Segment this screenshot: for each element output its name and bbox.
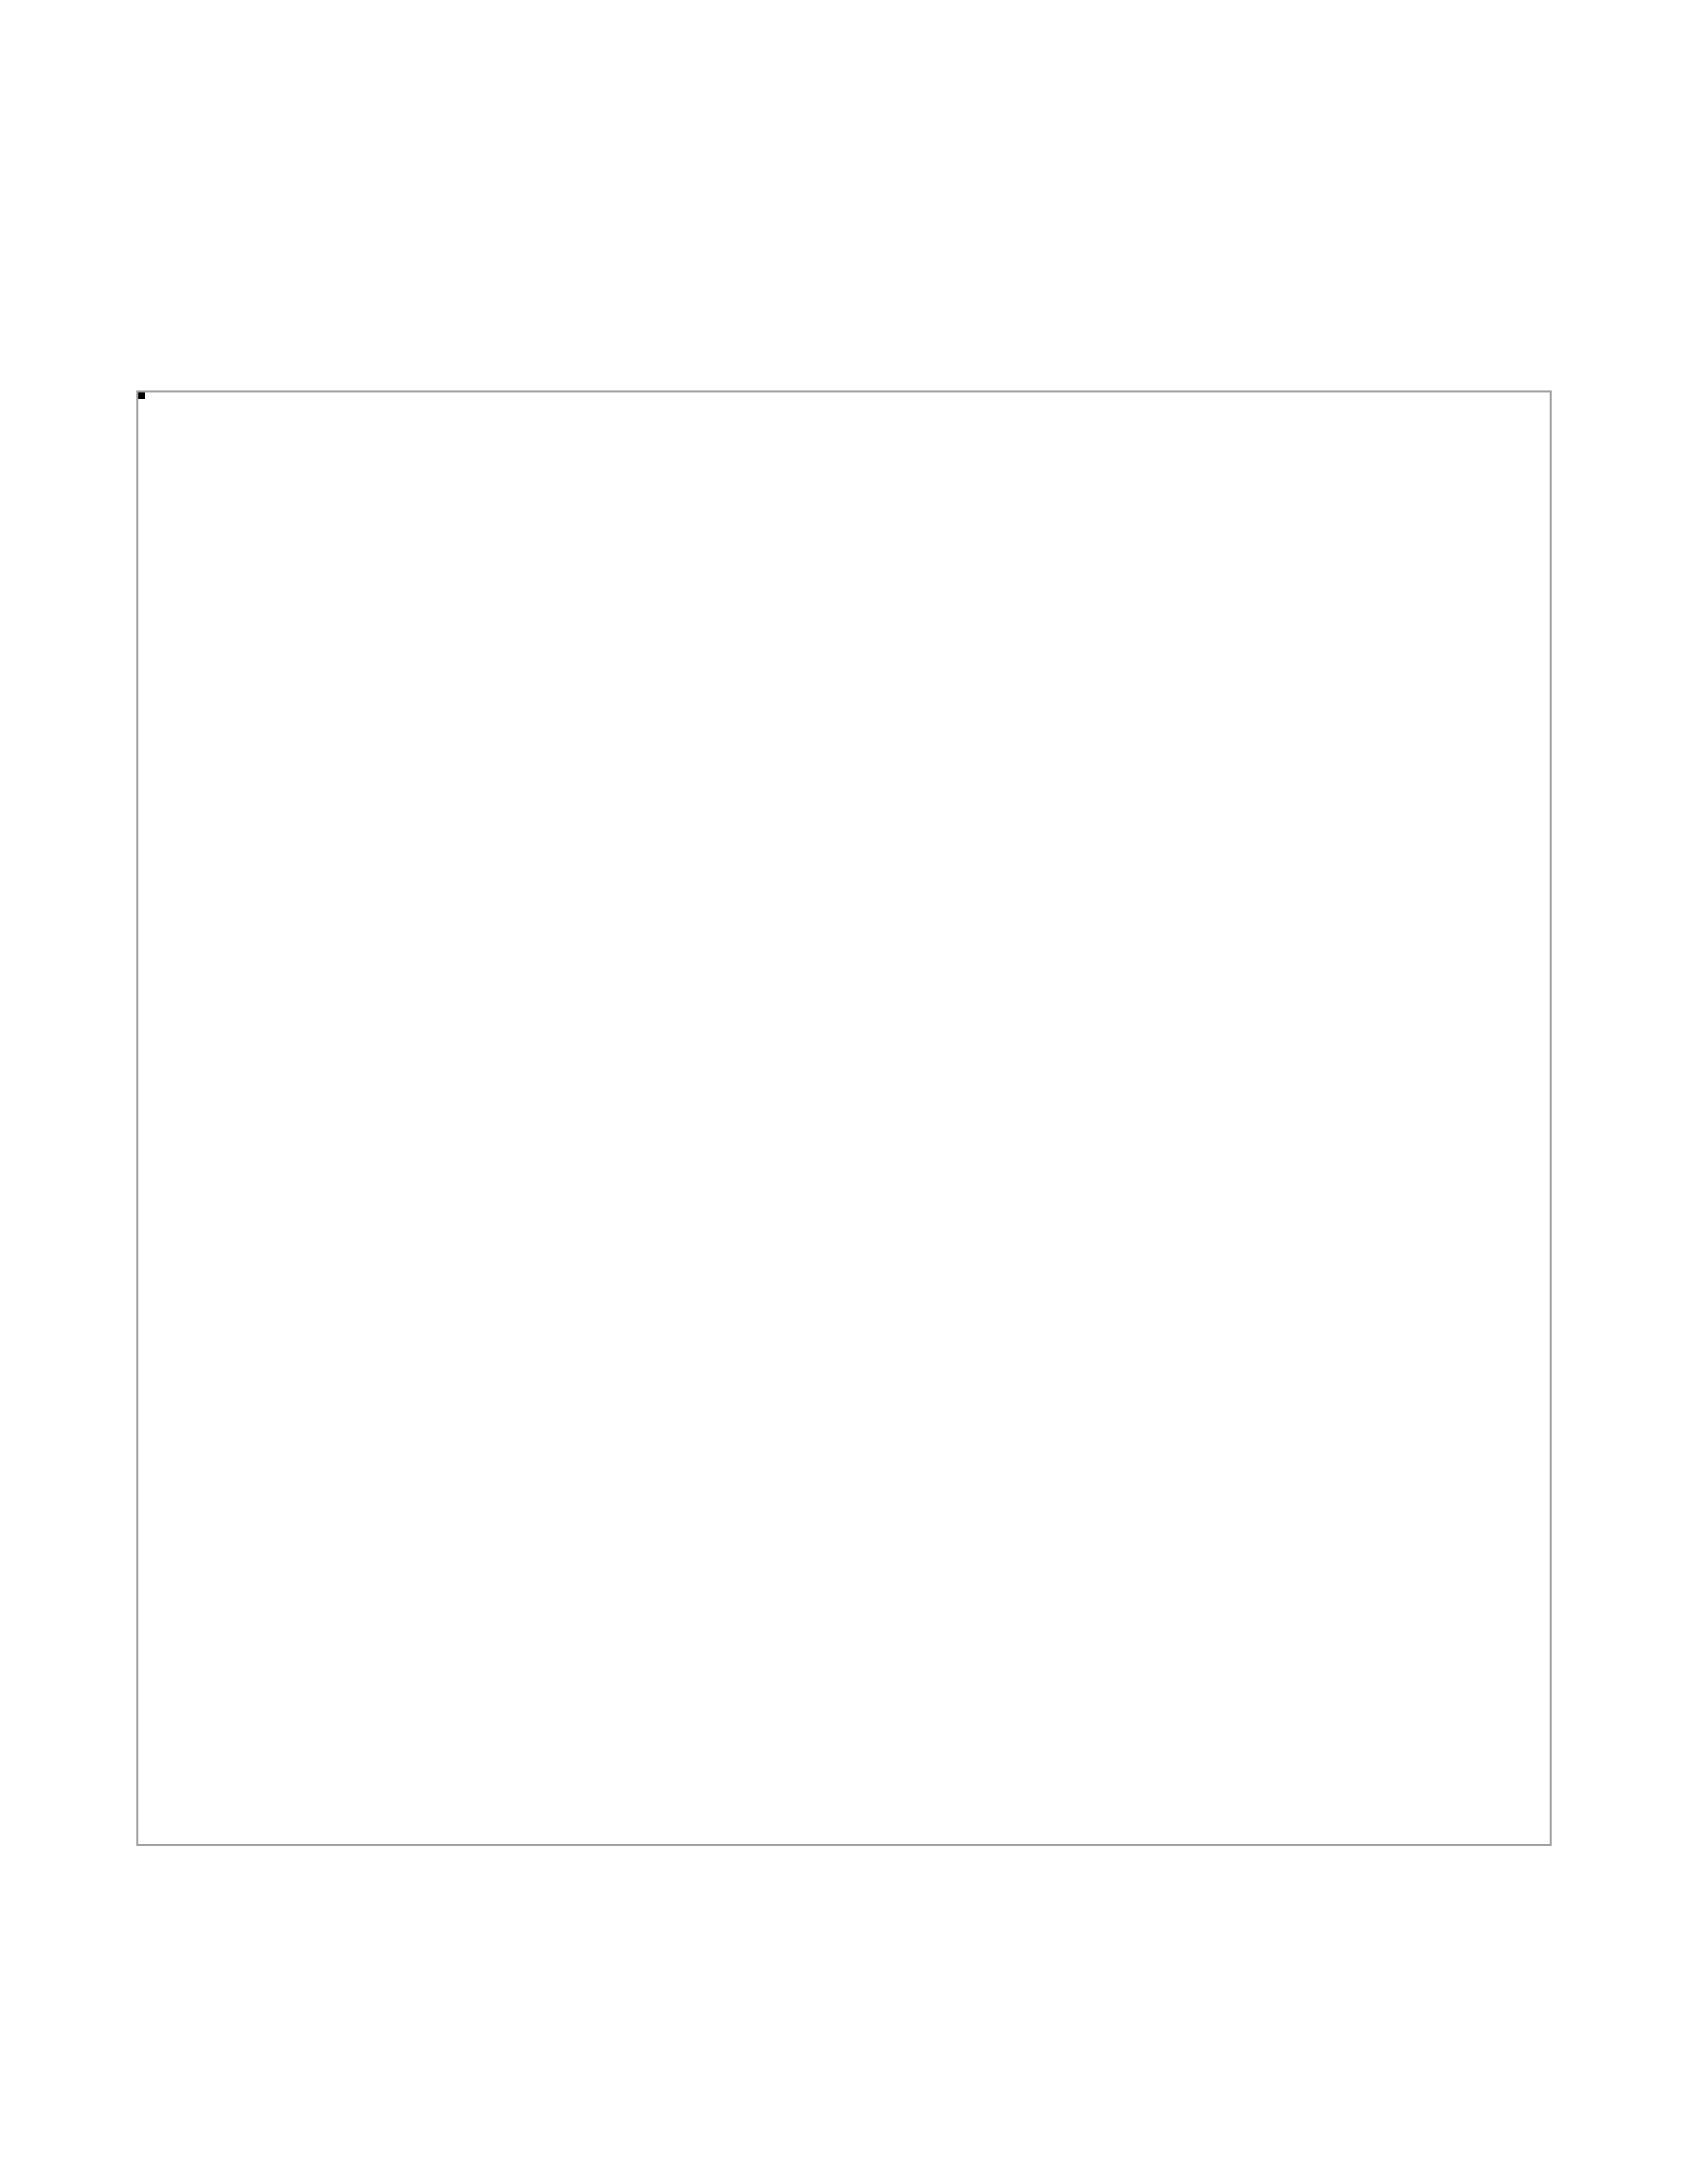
time-current-chart [136,390,1552,1846]
callout-max-clearing-time [138,392,145,399]
y-axis-title [152,866,183,1330]
chart-canvas [138,392,1550,1844]
